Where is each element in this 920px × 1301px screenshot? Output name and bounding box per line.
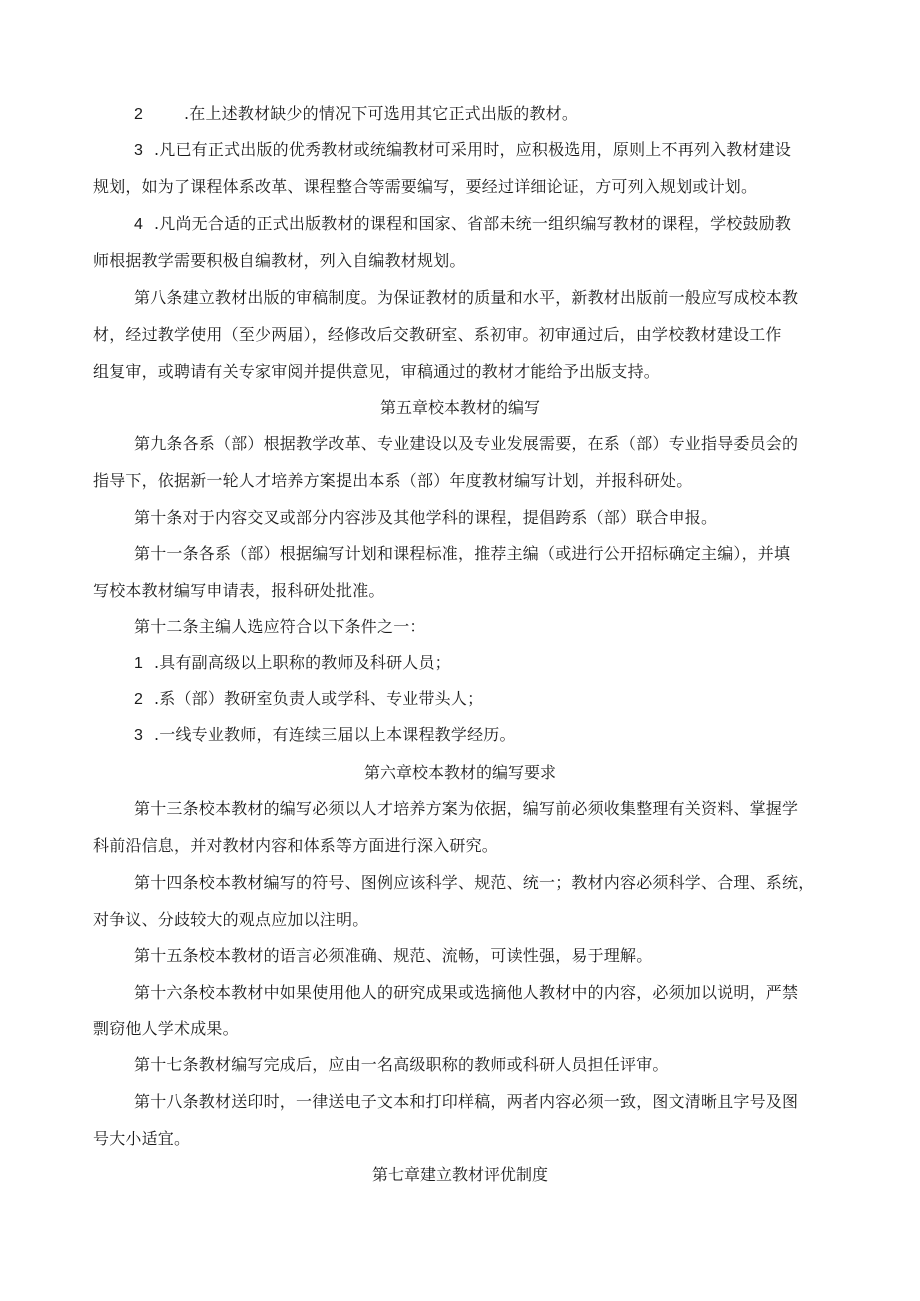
article-11-line-1: 第十一条各系（部）根据编写计划和课程标准，推荐主编（或进行公开招标确定主编），并填 xyxy=(134,544,791,563)
article-13-line-2: 科前沿信息，并对教材内容和体系等方面进行深入研究。 xyxy=(93,836,499,855)
item-text: .在上述教材缺少的情况下可选用其它正式出版的教材。 xyxy=(184,104,579,123)
article-12: 第十二条主编人选应符合以下条件之一： xyxy=(134,617,426,636)
item-number: 4 xyxy=(134,216,144,233)
list-item xyxy=(134,725,516,746)
article-11-line-2: 写校本教材编写申请表，报科研处批准。 xyxy=(93,581,385,600)
article-17: 第十七条教材编写完成后，应由一名高级职称的教师或科研人员担任评审。 xyxy=(134,1055,669,1074)
item-number: 2 xyxy=(134,106,144,123)
article-18-line-1: 第十八条教材送印时，一律送电子文本和打印样稿，两者内容必须一致，图文清晰且字号及图 xyxy=(134,1092,799,1111)
article-8-line-3: 组复审，或聘请有关专家审阅并提供意见，审稿通过的教材才能给予出版支持。 xyxy=(93,362,661,381)
chapter-6-heading: 第六章校本教材的编写要求 xyxy=(363,763,556,782)
list-item xyxy=(134,214,791,235)
article-9-line-1: 第九条各系（部）根据教学改革、专业建设以及专业发展需要，在系（部）专业指导委员会的 xyxy=(134,434,799,453)
article-14-line-2: 对争议、分歧较大的观点应加以注明。 xyxy=(93,910,369,929)
item-text: .凡尚无合适的正式出版教材的课程和国家、省部未统一组织编写教材的课程，学校鼓励教 xyxy=(154,214,792,233)
item-text: .凡已有正式出版的优秀教材或统编教材可采用时，应积极选用，原则上不再列入教材建设 xyxy=(154,140,792,159)
article-8-line-2: 材，经过教学使用（至少两届），经修改后交教研室、系初审。初审通过后，由学校教材建设工作 xyxy=(93,325,782,344)
list-item xyxy=(134,653,451,674)
article-15: 第十五条校本教材的语言必须准确、规范、流畅，可读性强，易于理解。 xyxy=(134,946,653,965)
paragraph-line: 规划，如为了课程体系改革、课程整合等需要编写，要经过详细论证，方可列入规划或计划。 xyxy=(93,177,758,196)
paragraph-line: 师根据教学需要积极自编教材，列入自编教材规划。 xyxy=(93,251,466,270)
article-10: 第十条对于内容交叉或部分内容涉及其他学科的课程，提倡跨系（部）联合申报。 xyxy=(134,508,718,527)
item-number: 2 xyxy=(134,691,144,708)
article-16-line-1: 第十六条校本教材中如果使用他人的研究成果或选摘他人教材中的内容，必须加以说明，严禁 xyxy=(134,983,799,1002)
article-16-line-2: 剽窃他人学术成果。 xyxy=(93,1019,239,1038)
item-text: .具有副高级以上职称的教师及科研人员； xyxy=(154,653,451,672)
item-number: 3 xyxy=(134,142,144,159)
item-number: 1 xyxy=(134,655,144,672)
article-13-line-1: 第十三条校本教材的编写必须以人才培养方案为依据，编写前必须收集整理有关资料、掌握学 xyxy=(134,799,799,818)
article-8-line-1: 第八条建立教材出版的审稿制度。为保证教材的质量和水平，新教材出版前一般应写成校本教 xyxy=(134,288,799,307)
list-item xyxy=(134,104,578,125)
list-item xyxy=(134,140,791,161)
item-number: 3 xyxy=(134,727,144,744)
list-item xyxy=(134,689,483,710)
item-text: .一线专业教师，有连续三届以上本课程教学经历。 xyxy=(154,725,516,744)
chapter-7-heading: 第七章建立教材评优制度 xyxy=(371,1165,548,1184)
chapter-5-heading: 第五章校本教材的编写 xyxy=(379,398,540,417)
article-9-line-2: 指导下，依据新一轮人才培养方案提出本系（部）年度教材编写计划，并报科研处。 xyxy=(93,471,693,490)
article-14-line-1: 第十四条校本教材编写的符号、图例应该科学、规范、统一；教材内容必须科学、合理、系统， xyxy=(134,873,815,892)
article-18-line-2: 号大小适宜。 xyxy=(93,1129,191,1148)
item-text: .系（部）教研室负责人或学科、专业带头人； xyxy=(154,689,484,708)
